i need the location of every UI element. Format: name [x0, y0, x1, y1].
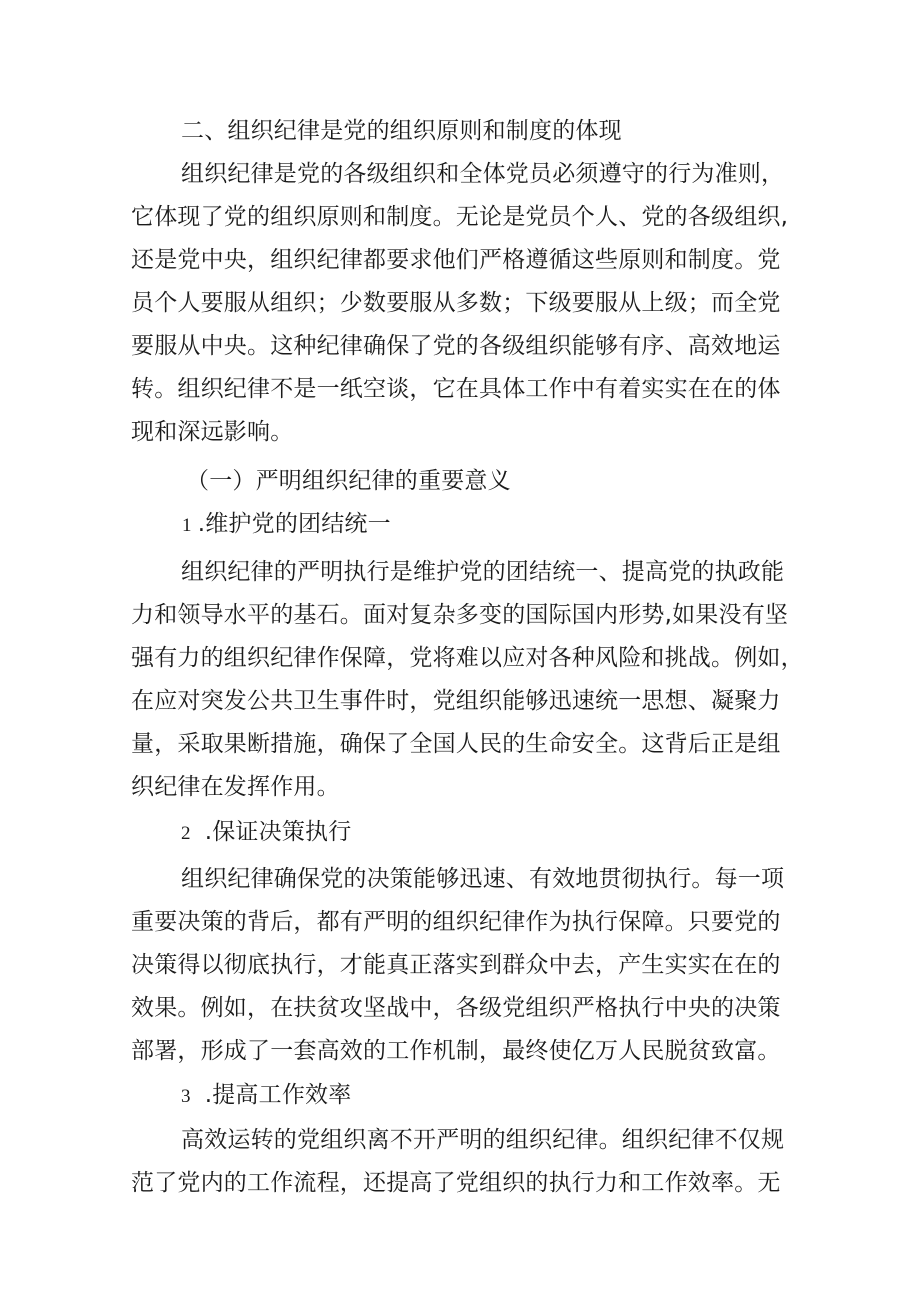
paragraph-line: 它体现了党的组织原则和制度。无论是党员个人、党的各级组织,	[131, 204, 789, 230]
paragraph-line: 组织纪律的严明执行是维护党的团结统一、提高党的执政能	[181, 559, 785, 585]
paragraph-line: 重要决策的背后，都有严明的组织纪律作为执行保障。只要党的	[131, 909, 781, 935]
item-title: .保证决策执行	[204, 819, 352, 845]
item-number: 2	[181, 823, 191, 844]
section-heading: 二、组织纪律是党的组织原则和制度的体现	[181, 118, 622, 144]
paragraph-line: 转。组织纪律不是一纸空谈，它在具体工作中有着实实在在的体	[131, 376, 781, 402]
item-title: .维护党的团结统一	[197, 511, 391, 537]
item-heading	[0, 509, 920, 541]
paragraph-line: 员个人要服从组织；少数要服从多数；下级要服从上级；而全党	[131, 290, 781, 316]
paragraph-line: 范了党内的工作流程，还提高了党组织的执行力和工作效率。无	[131, 1170, 781, 1196]
paragraph-line: 决策得以彻底执行，才能真正落实到群众中去，产生实实在在的	[131, 952, 781, 978]
item-title: .提高工作效率	[204, 1082, 352, 1108]
paragraph-line: 织纪律在发挥作用。	[131, 774, 340, 800]
paragraph-line: 效果。例如，在扶贫攻坚战中，各级党组织严格执行中央的决策	[131, 995, 781, 1021]
paragraph-line: 量，采取果断措施，确保了全国人民的生命安全。这背后正是组	[131, 731, 781, 757]
paragraph-line: 现和深远影响。	[131, 419, 294, 445]
paragraph-line: 强有力的组织纪律作保障，党将难以应对各种风险和挑战。例如，	[131, 645, 804, 671]
item-heading	[0, 1080, 920, 1112]
paragraph-line: 力和领导水平的基石。面对复杂多变的国际国内形势,如果没有坚	[131, 602, 789, 628]
paragraph-line: 还是党中央，组织纪律都要求他们严格遵循这些原则和制度。党	[131, 247, 781, 273]
paragraph-line: 部署，形成了一套高效的工作机制，最终使亿万人民脱贫致富。	[131, 1038, 781, 1064]
item-number: 3	[181, 1086, 191, 1107]
item-number: 1	[182, 515, 192, 536]
item-heading	[0, 817, 920, 849]
paragraph-line: 高效运转的党组织离不开严明的组织纪律。组织纪律不仅规	[181, 1127, 785, 1153]
paragraph-line: 组织纪律确保党的决策能够迅速、有效地贯彻执行。每一项	[181, 866, 785, 892]
paragraph-line: 在应对突发公共卫生事件时，党组织能够迅速统一思想、凝聚力	[131, 688, 781, 714]
subsection-heading: （一）严明组织纪律的重要意义	[186, 468, 511, 494]
paragraph-line: 组织纪律是党的各级组织和全体党员必须遵守的行为准则，	[181, 161, 785, 187]
paragraph-line: 要服从中央。这种纪律确保了党的各级组织能够有序、高效地运	[131, 333, 781, 359]
